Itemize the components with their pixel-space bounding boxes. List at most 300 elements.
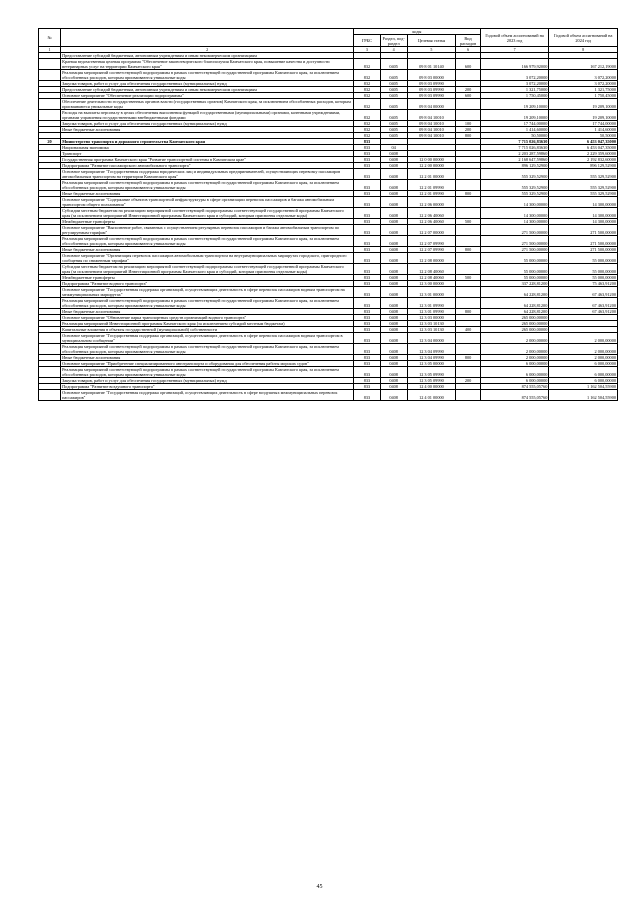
row-expense-type — [456, 253, 480, 264]
row-target-code: 12 2 07 09990 — [407, 236, 456, 247]
row-razdel: 0408 — [380, 298, 407, 309]
row-number — [39, 59, 61, 70]
row-grbs: 833 — [354, 219, 381, 225]
row-name: Иные бюджетные ассигнования — [61, 191, 354, 197]
row-expense-type — [456, 236, 480, 247]
row-grbs: 832 — [354, 99, 381, 110]
row-expense-type: 800 — [456, 191, 480, 197]
row-amount-2023: 265 000,00000 — [480, 315, 549, 321]
row-name: Субсидии местным бюджетам на реализацию мероприятий соответствующей подпрограммы соответствующей государственной программы Камчатского края (за исключением мероприятий Инвестиционной программы Камчатского края и субсидий, которым присвоены отдельные коды) — [61, 264, 354, 275]
row-amount-2024: 555 329,52900 — [549, 169, 618, 180]
row-grbs: 833 — [354, 355, 381, 361]
row-number — [39, 344, 61, 355]
row-grbs: 833 — [354, 208, 381, 219]
row-name: Краевая ведомственная целевая программа "Обеспечение законотворческого благополучия Камчатского края, повышение качества и доступности ветеринарных услуг на территории Камчатского края" — [61, 59, 354, 70]
row-target-code: 12 2 07 00000 — [407, 225, 456, 236]
row-amount-2024: 1 162 504,55900 — [549, 384, 618, 390]
row-grbs: 833 — [354, 197, 381, 208]
row-amount-2024: 6 000,00000 — [549, 361, 618, 367]
table-row — [39, 298, 618, 309]
row-amount-2024: 896 129,52900 — [549, 163, 618, 169]
table-header — [39, 29, 618, 53]
row-name: Подпрограмма "Развитие водного транспорта" — [61, 281, 354, 287]
row-number — [39, 264, 61, 275]
row-target-code: 09 8 03 09990 — [407, 93, 456, 99]
row-name: Основное мероприятие "Государственная поддержка организаций, осуществляющих деятельность в сфере перевозок пассажиров водным транспортом в муниципальном сообщении" — [61, 333, 354, 344]
row-amount-2023: 14 300,00000 — [480, 219, 549, 225]
row-amount-2023: 64 228,81200 — [480, 298, 549, 309]
col-number: 4 — [380, 47, 407, 53]
row-razdel: 0405 — [380, 133, 407, 139]
row-expense-type — [456, 180, 480, 191]
row-amount-2023: 271 500,00000 — [480, 236, 549, 247]
row-grbs: 833 — [354, 247, 381, 253]
row-name: Реализация мероприятий соответствующей подпрограммы в рамках соответствующей государственной программы Камчатского края, за исключением обособленных расходов, которым присваиваются уникальные коды — [61, 344, 354, 355]
row-target-code: 12 3 00 00000 — [407, 281, 456, 287]
row-target-code: 12 2 08 40060 — [407, 264, 456, 275]
row-grbs: 833 — [354, 180, 381, 191]
row-number — [39, 169, 61, 180]
row-amount-2024: 2 000,00000 — [549, 344, 618, 355]
row-target-code: 12 3 04 09990 — [407, 355, 456, 361]
row-amount-2023: 271 500,00000 — [480, 247, 549, 253]
row-amount-2023: 50,50000 — [480, 133, 549, 139]
row-amount-2024: 67 463,91200 — [549, 298, 618, 309]
row-name: Предоставление субсидий бюджетным, автономным учреждениям и иным некоммерческим организациям — [61, 87, 354, 93]
row-name: Основное мероприятие "Выполнение работ, связанных с осуществлением регулярных перевозок пассажиров и багажа автомобильным транспортом по регулируемым тарифам" — [61, 225, 354, 236]
row-expense-type — [456, 298, 480, 309]
row-razdel: 0408 — [380, 236, 407, 247]
row-expense-type: 500 — [456, 219, 480, 225]
row-name: Реализация мероприятий соответствующей подпрограммы в рамках соответствующей государственной программы Камчатского края, за исключением обособленных расходов, которым присваиваются уникальные коды — [61, 298, 354, 309]
row-amount-2024: 55 000,00000 — [549, 253, 618, 264]
table-row — [39, 169, 618, 180]
row-target-code: 12 0 00 00000 — [407, 157, 456, 163]
row-target-code: 12 3 01 09990 — [407, 309, 456, 315]
row-razdel: 0408 — [380, 253, 407, 264]
row-grbs: 833 — [354, 367, 381, 378]
row-name: Обеспечение деятельности государственных органов власти (государственных органов) Камчатского края, за исключением обособленных расходов, которым присваиваются уникальные коды — [61, 99, 354, 110]
row-name: Основное мероприятие "Организация перевозок пассажиров автомобильным транспортом на внутримуниципальных маршрутах городского, пригородного сообщения по сниженным тарифам" — [61, 253, 354, 264]
table-row — [39, 236, 618, 247]
row-grbs: 833 — [354, 390, 381, 401]
row-amount-2024: 1 162 504,55900 — [549, 390, 618, 401]
row-amount-2023: 555 329,52900 — [480, 191, 549, 197]
row-name: Субсидии местным бюджетам на реализацию мероприятий соответствующей подпрограммы соответствующей государственной программы Камчатского края (за исключением мероприятий Инвестиционной программы Камчатского края и субсидий, которым присвоены отдельные коды) — [61, 208, 354, 219]
row-razdel: 0408 — [380, 191, 407, 197]
row-razdel: 0408 — [380, 390, 407, 401]
row-name: Основное мероприятие "Обновление парка транспортных средств организаций водного транспорта" — [61, 315, 354, 321]
row-target-code: 12 3 04 00000 — [407, 333, 456, 344]
row-amount-2023: 555 329,52900 — [480, 180, 549, 191]
row-grbs: 833 — [354, 315, 381, 321]
row-razdel: 0405 — [380, 59, 407, 70]
row-grbs: 833 — [354, 253, 381, 264]
row-target-code: 12 2 08 40060 — [407, 275, 456, 281]
table-row — [39, 197, 618, 208]
row-razdel: 0408 — [380, 378, 407, 384]
row-amount-2024: 2 000,00000 — [549, 333, 618, 344]
row-amount-2024: 3 072,20000 — [549, 81, 618, 87]
row-expense-type — [456, 287, 480, 298]
row-name: Основное мероприятие "Государственная поддержка организаций, осуществляющих деятельность в сфере воздушных межмуниципальных перевозок пассажиров" — [61, 390, 354, 401]
table-row — [39, 264, 618, 275]
row-expense-type: 100 — [456, 121, 480, 127]
col-number: 3 — [354, 47, 381, 53]
row-razdel: 0408 — [380, 355, 407, 361]
row-grbs: 833 — [354, 145, 381, 151]
row-amount-2023: 265 000,00000 — [480, 327, 549, 333]
row-grbs: 832 — [354, 133, 381, 139]
row-expense-type — [456, 390, 480, 401]
row-amount-2023: 19 209,10000 — [480, 110, 549, 121]
row-number — [39, 236, 61, 247]
row-razdel: 0405 — [380, 93, 407, 99]
row-name: Реализация мероприятий соответствующей подпрограммы в рамках соответствующей государственной программы Камчатского края, за исключением обособленных расходов, которым присваиваются уникальные коды — [61, 70, 354, 81]
row-name: Основное мероприятие "Государственная поддержка организаций, осуществляющих деятельность в сфере перевозок пассажиров водным транспортом на межмуниципальных маршрутах" — [61, 287, 354, 298]
row-grbs: 833 — [354, 287, 381, 298]
row-name: Межбюджетные трансферты — [61, 219, 354, 225]
row-amount-2023: 3 072,20000 — [480, 70, 549, 81]
row-grbs: 833 — [354, 384, 381, 390]
row-name: Закупка товаров, работ и услуг для обеспечения государственных (муниципальных) нужд — [61, 121, 354, 127]
row-target-code: 09 8 04 00000 — [407, 99, 456, 110]
row-name: Министерство транспорта и дорожного строительства Камчатского края — [61, 139, 354, 145]
row-amount-2024: 50,50000 — [549, 133, 618, 139]
row-grbs: 833 — [354, 327, 381, 333]
row-number — [39, 287, 61, 298]
col-number: 6 — [456, 47, 480, 53]
row-number — [39, 99, 61, 110]
row-razdel: 0408 — [380, 151, 407, 157]
row-amount-2023: 2 168 647,59860 — [480, 157, 549, 163]
row-target-code: 12 2 06 40060 — [407, 208, 456, 219]
row-razdel: 0408 — [380, 321, 407, 327]
row-number — [39, 390, 61, 401]
row-target-code: 09 8 04 10010 — [407, 121, 456, 127]
row-amount-2024: 14 300,00000 — [549, 219, 618, 225]
row-amount-2024: 271 500,00000 — [549, 225, 618, 236]
row-amount-2023: 555 329,52900 — [480, 169, 549, 180]
row-number — [39, 70, 61, 81]
row-amount-2023: 17 744,00000 — [480, 121, 549, 127]
row-target-code: 12 4 01 00000 — [407, 390, 456, 401]
row-grbs: 833 — [354, 298, 381, 309]
row-amount-2023: 2 203 287,59860 — [480, 151, 549, 157]
header-razdel: Раздел, под- раздел — [380, 35, 407, 47]
row-amount-2023: 3 072,20000 — [480, 81, 549, 87]
row-grbs: 832 — [354, 121, 381, 127]
row-amount-2024: 167 212,19000 — [549, 59, 618, 70]
row-name: Основное мероприятие "Государственная поддержка юридических лиц и индивидуальных предпринимателей, осуществляющих перевозку пассажиров автомобильным транспортом на территории Камчатского края" — [61, 169, 354, 180]
row-grbs: 833 — [354, 151, 381, 157]
row-name: Реализация мероприятий соответствующей подпрограммы в рамках соответствующей государственной программы Камчатского края, за исключением обособленных расходов, которым присваиваются уникальные коды — [61, 236, 354, 247]
row-grbs: 833 — [354, 361, 381, 367]
row-name: Подпрограмма "Развитие воздушного транспорта" — [61, 384, 354, 390]
row-expense-type — [456, 367, 480, 378]
row-amount-2024: 14 300,00000 — [549, 197, 618, 208]
row-razdel: 0408 — [380, 163, 407, 169]
row-amount-2024: 555 329,52900 — [549, 191, 618, 197]
row-number — [39, 367, 61, 378]
row-expense-type — [456, 169, 480, 180]
row-name: Реализация мероприятий соответствующей подпрограммы в рамках соответствующей государственной программы Камчатского края, за исключением обособленных расходов, которым присваиваются уникальные коды — [61, 367, 354, 378]
row-razdel: 0408 — [380, 361, 407, 367]
row-razdel: 04 — [380, 145, 407, 151]
table-row — [39, 367, 618, 378]
row-number — [39, 208, 61, 219]
row-target-code: 12 2 01 09990 — [407, 180, 456, 191]
row-razdel: 0408 — [380, 384, 407, 390]
row-target-code: 12 3 04 09990 — [407, 344, 456, 355]
header-codes: коды — [354, 29, 481, 35]
row-amount-2023: 896 129,52900 — [480, 163, 549, 169]
row-razdel: 0408 — [380, 208, 407, 219]
row-grbs: 833 — [354, 169, 381, 180]
row-amount-2023: 64 228,81200 — [480, 309, 549, 315]
row-target-code: 12 2 06 00000 — [407, 197, 456, 208]
row-amount-2024: 17 744,00000 — [549, 121, 618, 127]
row-razdel: 0408 — [380, 344, 407, 355]
row-expense-type — [456, 70, 480, 81]
row-grbs: 833 — [354, 309, 381, 315]
table-row — [39, 110, 618, 121]
row-expense-type: 200 — [456, 378, 480, 384]
col-number: 5 — [407, 47, 456, 53]
row-amount-2024: 1 750,45000 — [549, 93, 618, 99]
row-amount-2024: 2 229 359,60000 — [549, 151, 618, 157]
row-target-code: 12 3 05 09990 — [407, 367, 456, 378]
row-razdel: 0405 — [380, 99, 407, 110]
row-razdel: 0408 — [380, 264, 407, 275]
header-no: № — [39, 29, 61, 47]
row-amount-2023: 14 300,00000 — [480, 197, 549, 208]
page-number: 45 — [316, 884, 323, 890]
row-name: Предоставление субсидий бюджетным, автономным учреждениям и иным некоммерческим организациям — [61, 53, 354, 59]
row-amount-2023: 874 555,05760 — [480, 390, 549, 401]
row-expense-type — [456, 197, 480, 208]
row-grbs: 833 — [354, 281, 381, 287]
row-target-code: 09 8 04 10010 — [407, 127, 456, 133]
budget-table — [38, 28, 618, 401]
row-razdel: 0408 — [380, 225, 407, 236]
col-number: 1 — [39, 47, 61, 53]
row-target-code: 12 3 05 00000 — [407, 361, 456, 367]
row-target-code: 12 2 06 40060 — [407, 219, 456, 225]
row-amount-2024: 3 072,20000 — [549, 70, 618, 81]
row-amount-2023: 6 000,00000 — [480, 378, 549, 384]
row-expense-type: 600 — [456, 93, 480, 99]
table-row — [39, 180, 618, 191]
row-razdel: 0408 — [380, 281, 407, 287]
row-grbs: 832 — [354, 87, 381, 93]
row-amount-2023: 7 715 026,83630 — [480, 145, 549, 151]
row-amount-2024: 271 500,00000 — [549, 236, 618, 247]
row-amount-2024: 2 000,00000 — [549, 355, 618, 361]
row-razdel: 0408 — [380, 367, 407, 378]
table-row — [39, 390, 618, 401]
row-target-code: 12 3 03 00000 — [407, 315, 456, 321]
row-target-code: 12 2 00 00000 — [407, 163, 456, 169]
row-expense-type: 800 — [456, 247, 480, 253]
row-razdel: 0408 — [380, 287, 407, 298]
row-target-code: 12 2 08 00000 — [407, 253, 456, 264]
header-y2023: Годовой объем ассигнований на 2023 год — [480, 29, 549, 47]
row-razdel: 0405 — [380, 70, 407, 81]
row-expense-type — [456, 208, 480, 219]
row-name: Реализация мероприятий Инвестиционной программы Камчатского края (за исключением субсидий местным бюджетам) — [61, 321, 354, 327]
row-amount-2023: 166 979,92000 — [480, 59, 549, 70]
row-amount-2023: 1 321,75000 — [480, 87, 549, 93]
row-amount-2024: 2 192 832,60000 — [549, 157, 618, 163]
row-number — [39, 333, 61, 344]
row-name: Основное мероприятие "Содержание объектов транспортной инфраструктуры в сфере организации перевозок пассажиров и багажа автомобильным транспортом общего пользования" — [61, 197, 354, 208]
row-name: Транспорт — [61, 151, 354, 157]
row-expense-type — [456, 333, 480, 344]
row-amount-2023: 2 000,00000 — [480, 344, 549, 355]
row-amount-2023: 1 750,45000 — [480, 93, 549, 99]
row-amount-2023: 55 000,00000 — [480, 253, 549, 264]
row-amount-2024: 6 000,00000 — [549, 367, 618, 378]
row-razdel: 0408 — [380, 197, 407, 208]
table-body — [39, 53, 618, 401]
row-expense-type: 600 — [456, 59, 480, 70]
row-amount-2023: 265 000,00000 — [480, 321, 549, 327]
row-target-code: 12 3 03 10130 — [407, 327, 456, 333]
row-name: Реализация мероприятий соответствующей подпрограммы в рамках соответствующей государственной программы Камчатского края, за исключением обособленных расходов, которым присваиваются уникальные коды — [61, 180, 354, 191]
row-target-code: 12 4 00 00000 — [407, 384, 456, 390]
col-number: 2 — [61, 47, 354, 53]
row-name: Государственная программа Камчатского края "Развитие транспортной системы в Камчатском крае" — [61, 157, 354, 163]
row-target-code: 12 3 03 10130 — [407, 321, 456, 327]
header-target: Целевая статья — [407, 35, 456, 47]
row-name: Иные бюджетные ассигнования — [61, 247, 354, 253]
row-amount-2023: 874 555,05760 — [480, 384, 549, 390]
header-y2024: Годовой объем ассигнований на 2024 год — [549, 29, 618, 47]
row-target-code: 12 3 01 09990 — [407, 298, 456, 309]
row-number — [39, 180, 61, 191]
row-amount-2023: 337 228,81200 — [480, 281, 549, 287]
row-grbs: 833 — [354, 344, 381, 355]
row-expense-type: 400 — [456, 327, 480, 333]
row-razdel: 0408 — [380, 315, 407, 321]
row-name: Закупка товаров, работ и услуг для обеспечения государственных (муниципальных) нужд — [61, 81, 354, 87]
row-amount-2024: 1 321,75000 — [549, 87, 618, 93]
row-target-code: 12 3 01 00000 — [407, 287, 456, 298]
row-name: Подпрограмма "Развитие пассажирского автомобильного транспорта" — [61, 163, 354, 169]
row-target-code: 09 8 04 10010 — [407, 133, 456, 139]
table-row — [39, 208, 618, 219]
row-razdel: 0408 — [380, 180, 407, 191]
row-amount-2023: 271 500,00000 — [480, 225, 549, 236]
row-razdel: 0405 — [380, 127, 407, 133]
row-expense-type: 800 — [456, 309, 480, 315]
col-number: 8 — [549, 47, 618, 53]
row-razdel: 0408 — [380, 157, 407, 163]
row-expense-type — [456, 99, 480, 110]
row-amount-2024: 67 463,91200 — [549, 309, 618, 315]
row-amount-2023: 19 209,10000 — [480, 99, 549, 110]
row-name: Иные бюджетные ассигнования — [61, 309, 354, 315]
row-number: 20 — [39, 139, 61, 145]
row-razdel: 0408 — [380, 333, 407, 344]
row-name: Расходы на выплаты персоналу в целях обеспечения выполнения функций государственными (муниципальными) органами, казенными учреждениями, органами управления государственными внебюджетными фондами — [61, 110, 354, 121]
row-name: Национальная экономика — [61, 145, 354, 151]
row-grbs: 832 — [354, 110, 381, 121]
row-grbs: 833 — [354, 333, 381, 344]
row-amount-2024: 14 300,00000 — [549, 208, 618, 219]
header-grbs: ГРБС — [354, 35, 381, 47]
row-target-code: 09 8 03 00000 — [407, 70, 456, 81]
row-number — [39, 225, 61, 236]
row-amount-2024: 75 463,91200 — [549, 281, 618, 287]
row-amount-2023: 6 000,00000 — [480, 367, 549, 378]
row-name: Основное мероприятие "Обеспечение реализации подпрограммы" — [61, 93, 354, 99]
row-name: Иные бюджетные ассигнования — [61, 355, 354, 361]
row-target-code: 12 3 05 09990 — [407, 378, 456, 384]
row-amount-2024: 55 000,00000 — [549, 275, 618, 281]
row-grbs: 833 — [354, 378, 381, 384]
row-razdel: 0405 — [380, 121, 407, 127]
row-name: Капитальные вложения в объекты государственной (муниципальной) собственности — [61, 327, 354, 333]
row-razdel: 0405 — [380, 87, 407, 93]
row-razdel: 0408 — [380, 275, 407, 281]
row-expense-type: 800 — [456, 133, 480, 139]
row-grbs: 833 — [354, 139, 381, 145]
row-grbs: 832 — [354, 93, 381, 99]
table-row — [39, 344, 618, 355]
row-razdel: 0408 — [380, 309, 407, 315]
row-amount-2024: 1 414,60000 — [549, 127, 618, 133]
row-amount-2023: 1 414,60000 — [480, 127, 549, 133]
row-target-code: 12 2 01 00000 — [407, 169, 456, 180]
row-name: Закупка товаров, работ и услуг для обеспечения государственных (муниципальных) нужд — [61, 378, 354, 384]
row-number — [39, 298, 61, 309]
row-amount-2023: 7 715 026,83630 — [480, 139, 549, 145]
row-expense-type — [456, 225, 480, 236]
row-amount-2024: 19 209,10000 — [549, 110, 618, 121]
row-number — [39, 253, 61, 264]
table-row — [39, 225, 618, 236]
row-expense-type: 200 — [456, 87, 480, 93]
row-name: Иные бюджетные ассигнования — [61, 127, 354, 133]
row-grbs: 833 — [354, 157, 381, 163]
row-amount-2023: 2 000,00000 — [480, 333, 549, 344]
table-row — [39, 253, 618, 264]
row-target-code: 12 2 07 09990 — [407, 247, 456, 253]
header-name — [61, 29, 354, 47]
row-grbs: 832 — [354, 81, 381, 87]
row-grbs: 833 — [354, 191, 381, 197]
row-grbs: 832 — [354, 127, 381, 133]
row-razdel: 0408 — [380, 219, 407, 225]
row-name: Основное мероприятие "Приобретение специализированного автотранспорта и оборудования для обеспечения работы морских судов" — [61, 361, 354, 367]
row-target-code: 09 8 03 09990 — [407, 87, 456, 93]
table-row — [39, 333, 618, 344]
row-target-code: 09 8 04 10010 — [407, 110, 456, 121]
row-grbs: 833 — [354, 264, 381, 275]
row-number — [39, 197, 61, 208]
row-amount-2024: 6 453 047,35000 — [549, 145, 618, 151]
table-row — [39, 287, 618, 298]
row-grbs: 833 — [354, 225, 381, 236]
row-expense-type — [456, 264, 480, 275]
row-name: Межбюджетные трансферты — [61, 275, 354, 281]
row-expense-type: 800 — [456, 355, 480, 361]
row-amount-2023: 14 300,00000 — [480, 208, 549, 219]
row-grbs: 833 — [354, 236, 381, 247]
row-razdel: 0405 — [380, 81, 407, 87]
